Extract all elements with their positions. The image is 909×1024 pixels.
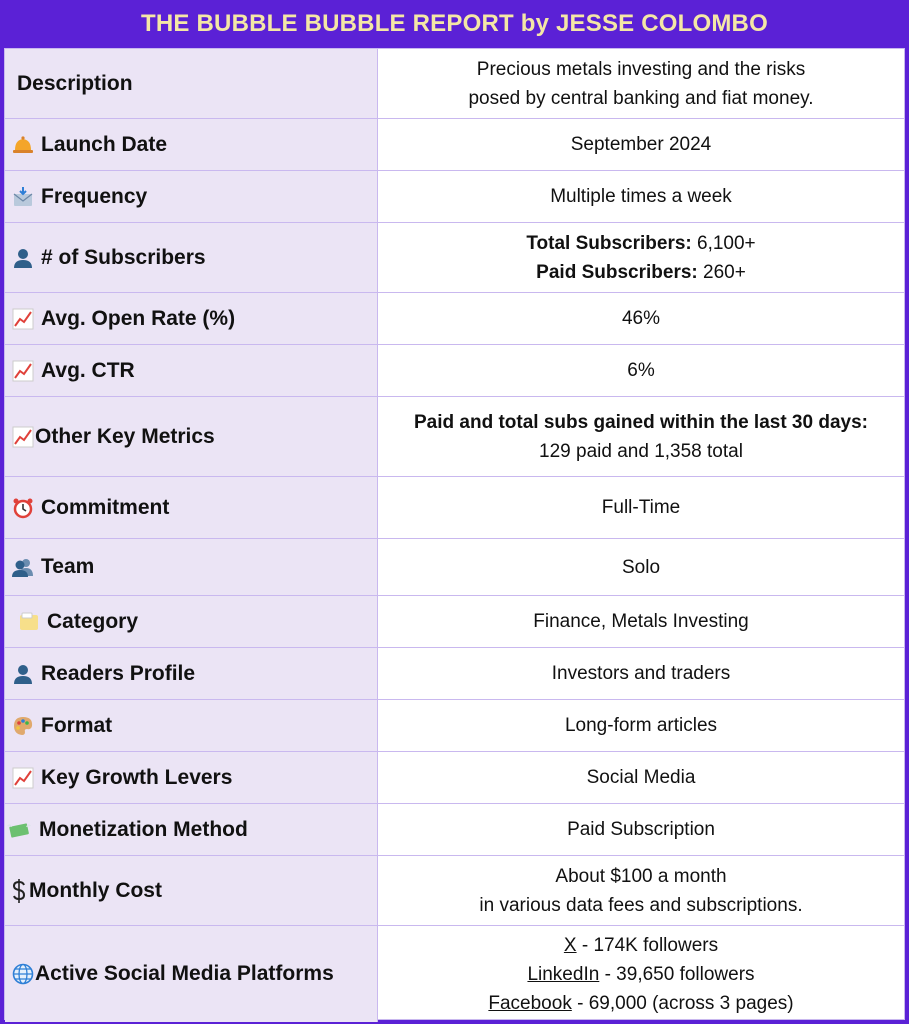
table-row-description bbox=[5, 49, 904, 119]
table-row-team bbox=[5, 539, 904, 596]
people-icon bbox=[11, 555, 35, 579]
row-label: # of Subscribers bbox=[5, 223, 378, 292]
row-label: Frequency bbox=[5, 171, 378, 222]
table-row-open-rate bbox=[5, 293, 904, 345]
bell-icon bbox=[11, 133, 35, 157]
row-label: Avg. Open Rate (%) bbox=[5, 293, 378, 344]
person-icon bbox=[11, 246, 35, 270]
globe-icon bbox=[11, 962, 35, 986]
row-value: 46% bbox=[621, 308, 661, 329]
page-title: THE BUBBLE BUBBLE REPORT by JESSE COLOMBO bbox=[141, 10, 768, 37]
row-value: Multiple times a week bbox=[550, 186, 732, 207]
alarm-clock-icon bbox=[11, 496, 35, 520]
palette-icon bbox=[11, 714, 35, 738]
row-value: Total Subscribers: 6,100+ Paid Subscribers: 260+ bbox=[526, 232, 756, 283]
social-facebook: Facebook - 69,000 (across 3 pages) bbox=[488, 992, 794, 1014]
table-row-monetization bbox=[5, 804, 904, 856]
envelope-inbox-icon bbox=[11, 185, 35, 209]
row-label: Launch Date bbox=[5, 119, 378, 170]
row-value: September 2024 bbox=[570, 134, 712, 155]
row-label: Description bbox=[5, 49, 378, 118]
social-x: X - 174K followers bbox=[563, 934, 719, 956]
row-value: Investors and traders bbox=[551, 663, 731, 684]
row-label: Format bbox=[5, 700, 378, 751]
dollar-sign-icon bbox=[11, 879, 27, 903]
table-row-subscribers bbox=[5, 223, 904, 293]
info-table bbox=[4, 48, 905, 1020]
row-label: Monetization Method bbox=[5, 804, 378, 855]
row-value: Paid and total subs gained within the last 30 days: 129 paid and 1,358 total bbox=[414, 411, 868, 462]
row-label: Readers Profile bbox=[5, 648, 378, 699]
row-value: Precious metals investing and the risks posed by central banking and fiat money. bbox=[468, 58, 814, 109]
row-value: Long-form articles bbox=[564, 715, 718, 736]
row-label: Monthly Cost bbox=[5, 856, 378, 925]
row-label: Avg. CTR bbox=[5, 345, 378, 396]
table-row-format bbox=[5, 700, 904, 752]
table-row-other-metrics bbox=[5, 397, 904, 477]
table-row-frequency bbox=[5, 171, 904, 223]
linkedin-link[interactable]: LinkedIn bbox=[527, 963, 600, 985]
row-label: Category bbox=[5, 596, 378, 647]
row-value: Paid Subscription bbox=[567, 819, 715, 840]
social-linkedin: LinkedIn - 39,650 followers bbox=[527, 963, 755, 985]
row-value: Full-Time bbox=[601, 497, 681, 518]
row-value: About $100 a month in various data fees and subscriptions. bbox=[479, 865, 803, 916]
table-row-launch-date bbox=[5, 119, 904, 171]
row-label: Other Key Metrics bbox=[5, 397, 378, 476]
table-row-ctr bbox=[5, 345, 904, 397]
x-link[interactable]: X bbox=[563, 934, 577, 956]
table-row-readers bbox=[5, 648, 904, 700]
person-icon bbox=[11, 662, 35, 686]
chart-up-icon bbox=[11, 766, 35, 790]
row-label: Commitment bbox=[5, 477, 378, 538]
chart-up-icon bbox=[11, 307, 35, 331]
money-wings-icon bbox=[5, 818, 33, 842]
table-row-commitment bbox=[5, 477, 904, 539]
row-value: Solo bbox=[621, 556, 661, 578]
row-value bbox=[378, 926, 904, 1022]
table-row-growth-levers bbox=[5, 752, 904, 804]
facebook-link[interactable]: Facebook bbox=[488, 992, 572, 1014]
table-row-category bbox=[5, 596, 904, 648]
row-value: Social Media bbox=[586, 767, 696, 788]
row-label: Active Social Media Platforms bbox=[5, 926, 378, 1022]
row-label: Team bbox=[5, 539, 378, 595]
folder-icon bbox=[17, 610, 41, 634]
table-row-monthly-cost bbox=[5, 856, 904, 926]
row-label: Key Growth Levers bbox=[5, 752, 378, 803]
chart-up-icon bbox=[11, 425, 35, 449]
row-value: Finance, Metals Investing bbox=[533, 611, 749, 632]
row-value: 6% bbox=[627, 360, 655, 381]
chart-up-icon bbox=[11, 359, 35, 383]
table-row-social-platforms bbox=[5, 926, 904, 1022]
